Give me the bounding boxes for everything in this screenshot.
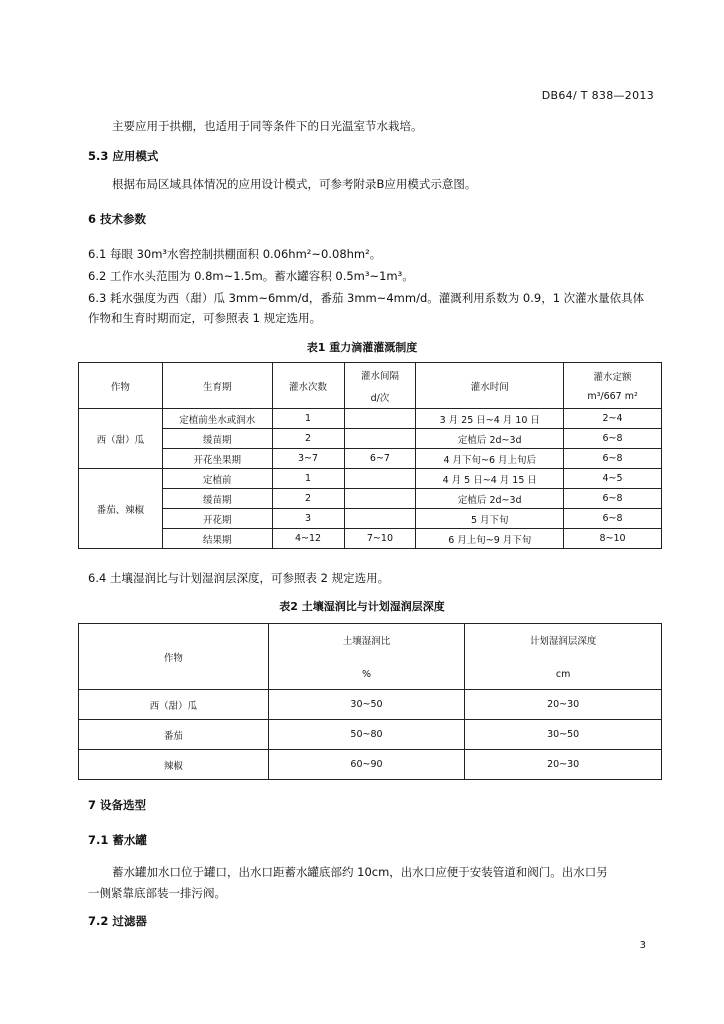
table-row: [79, 509, 662, 529]
table1-caption: 表1 重力滴灌灌溉制度: [306, 341, 418, 354]
table-cell: 50~80: [268, 720, 465, 750]
table1-header-interval-label: 灌水间隔: [360, 370, 399, 382]
table-cell: 番茄: [79, 720, 269, 750]
table-cell: [344, 409, 416, 429]
table-cell: 3 月 25 日~4 月 10 日: [416, 409, 564, 429]
table-cell: 20~30: [465, 690, 662, 720]
table1: [78, 362, 662, 549]
table-row: [79, 429, 662, 449]
table-cell: 结果期: [162, 529, 272, 549]
section-6-3-line1: 6.3 耗水强度为西（甜）瓜 3mm~6mm/d，番茄 3mm~4mm/d。灌溉利用系数为 0.9，1 次灌水量依具体: [88, 291, 645, 305]
table-cell: 1: [272, 469, 344, 489]
section-7-2-title: 7.2 过滤器: [88, 914, 147, 928]
table-cell: 定植前坐水或润水: [162, 409, 272, 429]
table-cell: 2~4: [564, 409, 662, 429]
table-cell: 8~10: [564, 529, 662, 549]
table-cell: 开花坐果期: [162, 449, 272, 469]
table1-header-time: 灌水时间: [416, 363, 564, 409]
table-cell: 2: [272, 489, 344, 509]
table-cell: 2: [272, 429, 344, 449]
table-cell: 30~50: [465, 720, 662, 750]
table-cell: 20~30: [465, 750, 662, 780]
section-7-title: 7 设备选型: [88, 798, 147, 812]
table-cell: [344, 489, 416, 509]
table-cell: 6~8: [564, 489, 662, 509]
table-row: [79, 720, 662, 750]
table2-header-row: [79, 624, 662, 690]
table-cell: 1: [272, 409, 344, 429]
table-cell: 3~7: [272, 449, 344, 469]
table-cell: 6~8: [564, 429, 662, 449]
table-cell: 5 月下旬: [416, 509, 564, 529]
table1-crop-tomato-pepper: 番茄、辣椒: [79, 469, 163, 549]
section-6-3-line2: 作物和生育时期而定，可参照表 1 规定选用。: [88, 311, 322, 325]
table2-header-crop: 作物: [79, 624, 269, 690]
section-6-title: 6 技术参数: [88, 212, 147, 226]
table-cell: 定植后 2d~3d: [416, 429, 564, 449]
table-cell: 6~7: [344, 449, 416, 469]
table-cell: 4~12: [272, 529, 344, 549]
table2-header-depth: [465, 624, 662, 690]
table-row: [79, 449, 662, 469]
table-cell: [344, 469, 416, 489]
section-5-3-text: 根据布局区域具体情况的应用设计模式，可参考附录B应用模式示意图。: [112, 177, 477, 191]
table-cell: 4 月 5 日~4 月 15 日: [416, 469, 564, 489]
table-cell: 7~10: [344, 529, 416, 549]
table-cell: 60~90: [268, 750, 465, 780]
table1-header-times: 灌水次数: [272, 363, 344, 409]
section-6-2: 6.2 工作水头范围为 0.8m~1.5m。蓄水罐容积 0.5m³~1m³。: [88, 269, 414, 283]
table-cell: 6~8: [564, 449, 662, 469]
table1-header-crop: 作物: [79, 363, 163, 409]
table-cell: 辣椒: [79, 750, 269, 780]
table-cell: [344, 429, 416, 449]
table1-header-interval: [344, 363, 416, 409]
table-cell: 缓苗期: [162, 429, 272, 449]
standard-number: DB64/ T 838—2013: [541, 89, 654, 102]
table-row: [79, 409, 662, 429]
table-cell: 4 月下旬~6 月上旬后: [416, 449, 564, 469]
page-number: 3: [639, 940, 646, 951]
table-row: [79, 469, 662, 489]
table1-header-stage: 生育期: [162, 363, 272, 409]
table2: [78, 623, 662, 780]
table-row: [79, 529, 662, 549]
section-5-3-title: 5.3 应用模式: [88, 149, 159, 163]
table-cell: 缓苗期: [162, 489, 272, 509]
intro-paragraph: 主要应用于拱棚，也适用于同等条件下的日光温室节水栽培。: [112, 119, 423, 133]
table1-crop-melon: 西（甜）瓜: [79, 409, 163, 469]
table2-header-depth-label: 计划湿润层深度: [529, 636, 597, 647]
section-7-1-line1: 蓄水罐加水口位于罐口，出水口距蓄水罐底部约 10cm，出水口应便于安装管道和阀门。出水口另: [112, 865, 608, 879]
section-6-1: 6.1 每眼 30m³水窖控制拱棚面积 0.06hm²~0.08hm²。: [88, 247, 382, 261]
section-6-4: 6.4 土壤湿润比与计划湿润层深度，可参照表 2 规定选用。: [88, 571, 390, 585]
section-7-1-line2: 一侧紧靠底部装一排污阀。: [88, 886, 226, 900]
table-row: [79, 750, 662, 780]
table-cell: 3: [272, 509, 344, 529]
table2-caption: 表2 土壤湿润比与计划湿润层深度: [279, 600, 445, 613]
table-cell: [344, 509, 416, 529]
section-7-1-title: 7.1 蓄水罐: [88, 833, 147, 847]
table-cell: 定植前: [162, 469, 272, 489]
table-row: [79, 489, 662, 509]
table2-header-ratio: [268, 624, 465, 690]
table-cell: 6~8: [564, 509, 662, 529]
table-cell: 定植后 2d~3d: [416, 489, 564, 509]
table-cell: 开花期: [162, 509, 272, 529]
table2-header-ratio-label: 土壤湿润比: [342, 636, 391, 647]
table1-header-quota: [564, 363, 662, 409]
table1-header-interval-unit: d/次: [370, 392, 390, 404]
table-row: [79, 690, 662, 720]
table-cell: 30~50: [268, 690, 465, 720]
table1-header-row: [79, 363, 662, 409]
table2-header-ratio-unit: %: [361, 669, 371, 680]
table-cell: 西（甜）瓜: [79, 690, 269, 720]
table2-header-depth-unit: cm: [555, 669, 571, 680]
table-cell: 6 月上旬~9 月下旬: [416, 529, 564, 549]
table1-header-quota-unit: m³/667 m²: [587, 391, 638, 402]
table-cell: 4~5: [564, 469, 662, 489]
table1-header-quota-label: 灌水定额: [593, 372, 632, 383]
